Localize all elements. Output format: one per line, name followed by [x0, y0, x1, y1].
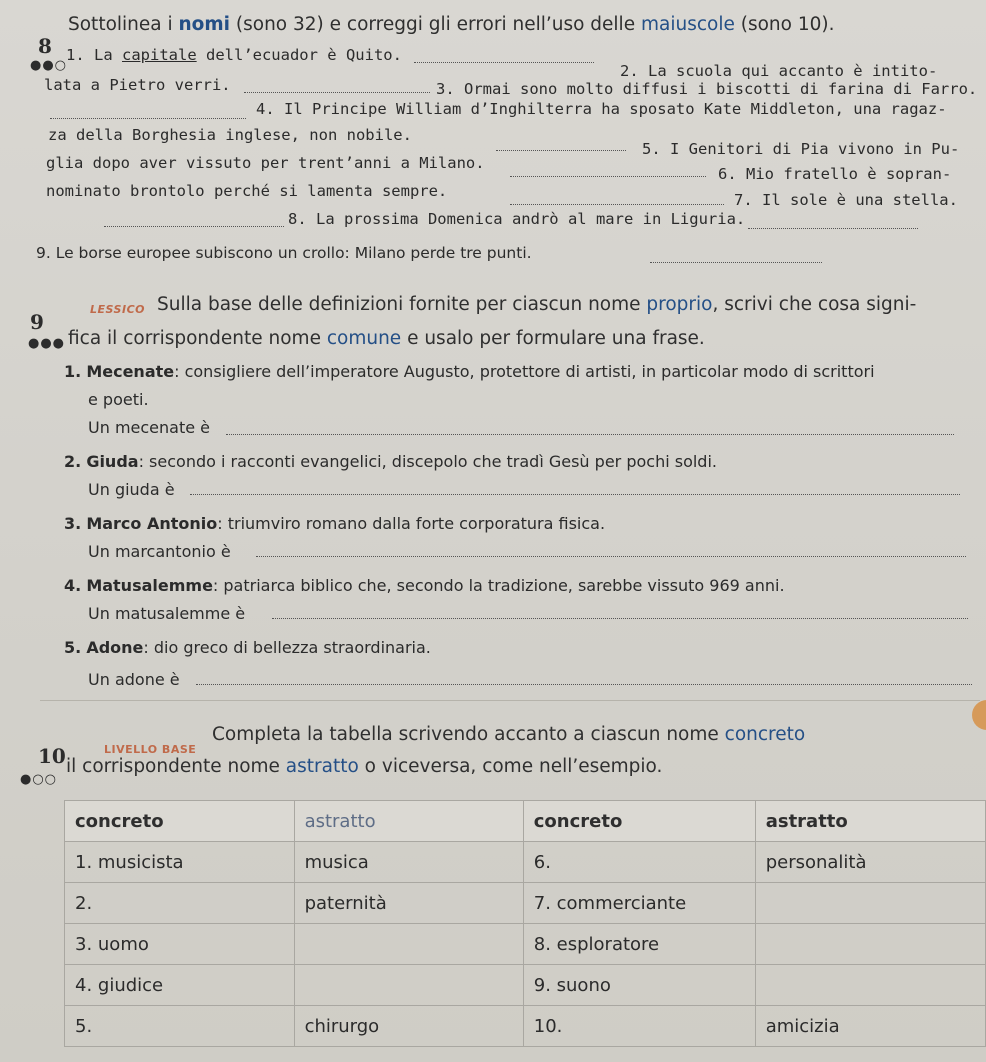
table-cell[interactable]: 5. [65, 1006, 295, 1047]
answer-line[interactable] [496, 150, 626, 151]
answer-line-1[interactable] [226, 434, 954, 435]
table-cell[interactable]: paternità [294, 883, 523, 924]
prompt-2: Un giuda è [88, 480, 175, 499]
table-row [65, 842, 986, 883]
sentence-5b: glia dopo aver vissuto per trent’anni a Milano. [46, 154, 485, 172]
answer-line[interactable] [510, 204, 724, 205]
table-row [65, 965, 986, 1006]
exercise-10-number: 10 [38, 744, 66, 768]
table-cell[interactable]: 4. giudice [65, 965, 295, 1006]
table-row [65, 924, 986, 965]
title-comune: comune [326, 328, 402, 349]
table-cell[interactable]: 3. uomo [65, 924, 295, 965]
item-number: 2. [64, 452, 82, 471]
table-cell[interactable]: personalità [755, 842, 985, 883]
prompt-5: Un adone è [88, 670, 180, 689]
table-cell[interactable]: amicizia [755, 1006, 985, 1047]
exercise-10-title-line1 [212, 724, 805, 745]
proper-name: Mecenate [86, 362, 175, 381]
difficulty-dots-10: ●○○ [20, 772, 58, 787]
table-cell[interactable]: 7. commerciante [523, 883, 755, 924]
exercise-9-title-line2 [68, 328, 705, 349]
proper-name: Matusalemme [86, 576, 213, 595]
answer-line[interactable] [748, 228, 918, 229]
header-astratto: astratto [755, 801, 985, 842]
answer-line-4[interactable] [272, 618, 968, 619]
item-number: 3. [64, 514, 82, 533]
proper-name: Adone [86, 638, 144, 657]
sentence-6a: 6. Mio fratello è sopran- [718, 165, 952, 183]
sentence-8: 8. La prossima Domenica andrò al mare in Liguria. [288, 210, 746, 228]
item-number: 4. [64, 576, 82, 595]
table-cell[interactable]: 2. [65, 883, 295, 924]
table-cell[interactable]: 10. [523, 1006, 755, 1047]
underlined-word: capitale [122, 46, 197, 64]
prompt-1: Un mecenate è [88, 418, 210, 437]
prompt-3: Un marcantonio è [88, 542, 231, 561]
title-proprio: proprio [646, 294, 713, 315]
definition-text: : triumviro romano dalla forte corporatura fisica. [217, 514, 606, 533]
answer-line-5[interactable] [196, 684, 972, 685]
title-part: Completa la tabella scrivendo accanto a ciascun nome [212, 724, 725, 745]
title-part: il corrispondente nome [66, 756, 286, 777]
sentence-2b: lata a Pietro verri. [44, 76, 231, 94]
header-concreto: concreto [523, 801, 755, 842]
definition-5 [64, 638, 431, 657]
sentence-9: 9. Le borse europee subiscono un crollo: Milano perde tre punti. [36, 244, 532, 262]
answer-line-2[interactable] [190, 494, 960, 495]
page-edge-marker [972, 700, 986, 730]
definition-text: : secondo i racconti evangelici, discepolo che tradì Gesù per pochi soldi. [138, 452, 717, 471]
livello-base-tag [104, 738, 196, 757]
table-cell[interactable]: chirurgo [294, 1006, 523, 1047]
table-cell[interactable] [294, 965, 523, 1006]
sentence-4b: za della Borghesia inglese, non nobile. [48, 126, 412, 144]
table-cell[interactable]: musica [294, 842, 523, 883]
title-part: Sulla base delle definizioni fornite per ciascun nome [157, 294, 647, 315]
header-concreto: concreto [65, 801, 295, 842]
table-row [65, 1006, 986, 1047]
exercise-9-number: 9 [30, 310, 44, 334]
table-cell[interactable]: 9. suono [523, 965, 755, 1006]
title-concreto: concreto [724, 724, 806, 745]
answer-line[interactable] [650, 262, 822, 263]
title-part: Sottolinea i [68, 14, 179, 35]
tag-label: LIVELLO BASE [104, 743, 197, 756]
concrete-abstract-table [64, 800, 986, 1047]
prompt-4: Un matusalemme è [88, 604, 246, 623]
sentence-2a: 2. La scuola qui accanto è intito- [620, 62, 938, 80]
sentence-text: dell’ecuador è Quito. [196, 46, 402, 64]
answer-line[interactable] [104, 226, 284, 227]
exercise-9-title-line1 [157, 294, 916, 315]
title-maiuscole: maiuscole [640, 14, 735, 35]
exercise-8-title [68, 14, 834, 35]
title-part: (sono 32) e correggi gli errori nell’uso delle [230, 14, 641, 35]
lessico-tag [90, 298, 145, 317]
item-number: 5. [64, 638, 82, 657]
definition-1-cont: e poeti. [88, 390, 149, 409]
table-cell[interactable]: 6. [523, 842, 755, 883]
title-astratto: astratto [285, 756, 359, 777]
title-part: o viceversa, come nell’esempio. [358, 756, 663, 777]
definition-2 [64, 452, 717, 471]
sentence-text: 1. La [66, 46, 122, 64]
table-cell[interactable] [755, 883, 985, 924]
definition-text: : dio greco di bellezza straordinaria. [143, 638, 431, 657]
section-divider [40, 700, 980, 701]
title-part: e usalo per formulare una frase. [401, 328, 705, 349]
sentence-7: 7. Il sole è una stella. [734, 191, 958, 209]
tag-label: LESSICO [90, 303, 145, 316]
title-part: (sono 10). [734, 14, 835, 35]
answer-line-3[interactable] [256, 556, 966, 557]
definition-4 [64, 576, 785, 595]
answer-line[interactable] [244, 92, 430, 93]
sentence-6b: nominato brontolo perché si lamenta sempre. [46, 182, 448, 200]
difficulty-dots-8: ●●○ [30, 58, 68, 73]
table-cell[interactable] [755, 924, 985, 965]
table-cell[interactable] [755, 965, 985, 1006]
exercise-8-number: 8 [38, 34, 52, 58]
difficulty-dots-9: ●●● [28, 336, 66, 351]
definition-1 [64, 362, 875, 381]
sentence-1 [66, 46, 402, 64]
answer-line[interactable] [510, 176, 706, 177]
sentence-4a: 4. Il Principe William d’Inghilterra ha sposato Kate Middleton, una ragaz- [256, 100, 947, 118]
answer-line[interactable] [50, 118, 246, 119]
definition-3 [64, 514, 605, 533]
header-astratto: astratto [294, 801, 523, 842]
sentence-5a: 5. I Genitori di Pia vivono in Pu- [642, 140, 960, 158]
table-cell[interactable]: 8. esploratore [523, 924, 755, 965]
title-part: fica il corrispondente nome [68, 328, 327, 349]
answer-line[interactable] [414, 62, 594, 63]
table-cell[interactable]: 1. musicista [65, 842, 295, 883]
table-cell[interactable] [294, 924, 523, 965]
proper-name: Giuda [86, 452, 139, 471]
definition-text: : consigliere dell’imperatore Augusto, protettore di artisti, in particolar modo di scrittori [174, 362, 875, 381]
title-nomi: nomi [178, 14, 231, 35]
item-number: 1. [64, 362, 82, 381]
title-part: , scrivi che cosa signi- [712, 294, 917, 315]
sentence-3: 3. Ormai sono molto diffusi i biscotti di farina di Farro. [436, 80, 978, 98]
table-row [65, 883, 986, 924]
definition-text: : patriarca biblico che, secondo la tradizione, sarebbe vissuto 969 anni. [212, 576, 785, 595]
table-header-row [65, 801, 986, 842]
proper-name: Marco Antonio [86, 514, 218, 533]
exercise-10-title-line2 [66, 756, 662, 777]
